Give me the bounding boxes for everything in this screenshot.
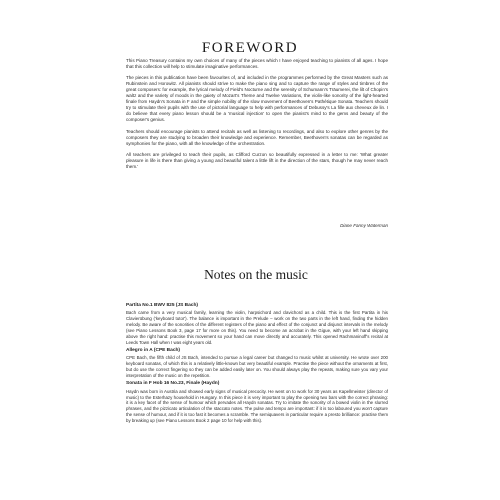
piece-text: Haydn was born in Austria and showed early signs of musical precocity. He went on to work for 30 years as Kapellmeister (director of music) to the Esterhazy household in Hungary. In this piece it is very important to play the opening two bars with the correct phrasing: it is a key facet of the sense of humour which pervades all Haydn sonatas. Try to imitate the sonority of a bowed violin in the slurred phrases, and the pizzicato articulation of the staccato notes. The pulse and tempo are important: if it is too laboured you won't capture the sense of humour, and if it is too fast it becomes a scramble. The semiquavers in particular require a presto brilliance: practise them by breaking up (see Piano Lessons Book 2 page 10 for help with this).	[126, 388, 388, 424]
foreword-paragraph-1: This Piano Treasury contains my own choices of many of the pieces which I have enjoyed teaching to pianists of all ages. I hope that this collection will help to stimulate imaginative performances.	[126, 58, 388, 69]
piece-heading: Partita No.1 BWV 825 (JS Bach)	[126, 303, 198, 308]
piece-heading: Sonata in F Hob 16 No.23, Finale (Haydn)	[126, 381, 220, 387]
piece-section-allegro	[126, 348, 388, 379]
piece-heading: Allegro in A (CPE Bach)	[126, 348, 181, 354]
foreword-body	[126, 58, 388, 172]
piece-section-sonata	[126, 381, 388, 424]
foreword-title: FOREWORD	[201, 40, 299, 56]
foreword-paragraph-4: All teachers are privileged to teach their pupils, as Clifford Curzon so beautifully expressed in a letter to me: 'What greater pleasure in life is there than giving a young and beautiful talent a little lift in the direction of the stars, though he may never reach them.'	[126, 152, 388, 170]
piece-section-partita	[126, 303, 388, 346]
notes-title: Notes on the music	[204, 267, 308, 282]
foreword-paragraph-3: Teachers should encourage pianists to attend recitals as well as listening to recordings, and also to explore other genres by the composers they are studying to broaden their knowledge and experience. Remember, Beethoven's sonatas can be regarded as symphonies for the piano, with all the knowledge of the orchestration.	[126, 128, 388, 146]
foreword-signature: Diane Fanny Waterman	[340, 223, 388, 228]
foreword-paragraph-2: The pieces in this publication have been favourites of, and included in the programmes performed by the Great Masters such as Rubinstein and Horowitz. All pianists should strive to make the piano sing and to capture the range of styles and timbres of the great composers: for example, the lyrical melody of Field's Nocturne and the serenity of Schumann's Träumerei, the lilt of Chopin's waltz and the variety of moods in the gaiety of Mozart's Theme and Twelve Variations, the violin-like sonority of the light-hearted finale from Haydn's Sonata in F and the simple nobility of the slow movement of Beethoven's Pathétique Sonata. Teachers should try to stimulate their pupils with the use of pictorial language to help with performances of Debussy's La fille aux cheveux de lin. I do believe that every piano lesson should be a 'musical injection' to open the pianist's mind to the gems and beauty of the composer's genius.	[126, 75, 388, 123]
piece-text: CPE Bach, the fifth child of JS Bach, intended to pursue a legal career but changed to music whilst at university. He wrote over 200 keyboard sonatas, of which this is a relatively little-known but very beautiful example. Practise the piece without the ornaments at first, but do use the correct fingering so they can be added easily later on. You should always play the repeats, making sure you vary your interpretation of the music on the repetition.	[126, 355, 388, 379]
notes-body	[126, 303, 388, 426]
piece-text: Bach came from a very musical family, learning the violin, harpsichord and clavichord as a child. This is the first Partita in his Clavierübung ('keyboard tutor'). The balance is important in the Prelude – work on the two parts in the left hand, finding the hidden melody. Be aware of the sonorities of the different registers of the piano and effect of the conjunct and disjunct intervals in the melody (see Piano Lessons Book 3, page 17 for more on this). You need to become an acrobat in the Gigue, with your left hand skipping above the right hand: practise this movement so your hand can move directly and accurately. This opened Rachmaninoff's recital at Leeds Town Hall when I was eight years old.	[126, 310, 388, 345]
